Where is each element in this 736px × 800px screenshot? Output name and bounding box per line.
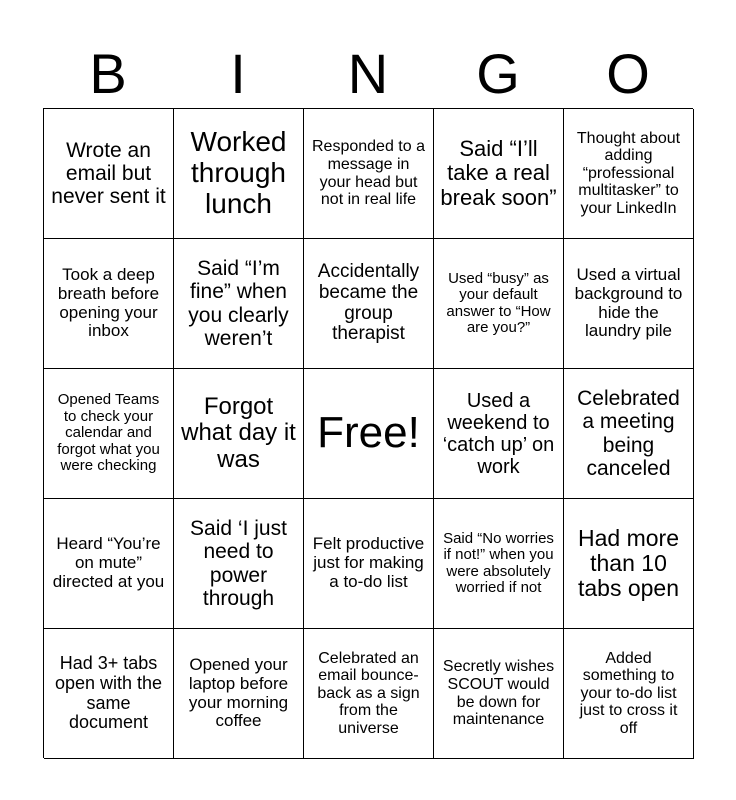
bingo-cell[interactable]: Used a weekend to ‘catch up’ on work	[434, 369, 564, 499]
bingo-cell[interactable]: Worked through lunch	[174, 109, 304, 239]
bingo-cell[interactable]: Opened Teams to check your calendar and forgot what you were checking	[44, 369, 174, 499]
bingo-cell[interactable]: Opened your laptop before your morning coffee	[174, 629, 304, 759]
bingo-free-cell[interactable]: Free!	[304, 369, 434, 499]
bingo-board	[43, 108, 693, 758]
bingo-cell[interactable]: Celebrated an email bounce-back as a sign from the universe	[304, 629, 434, 759]
bingo-cell[interactable]: Said “No worries if not!” when you were absolutely worried if not	[434, 499, 564, 629]
bingo-header	[43, 40, 693, 108]
bingo-cell[interactable]: Used “busy” as your default answer to “How are you?”	[434, 239, 564, 369]
bingo-cell[interactable]: Used a virtual background to hide the laundry pile	[564, 239, 694, 369]
header-letter-g: G	[476, 42, 520, 105]
bingo-cell[interactable]: Heard “You’re on mute” directed at you	[44, 499, 174, 629]
bingo-cell[interactable]: Had 3+ tabs open with the same document	[44, 629, 174, 759]
bingo-cell[interactable]: Had more than 10 tabs open	[564, 499, 694, 629]
bingo-cell[interactable]: Secretly wishes SCOUT would be down for maintenance	[434, 629, 564, 759]
header-letter-o: O	[606, 42, 650, 105]
header-letter-b: B	[89, 42, 127, 105]
bingo-cell[interactable]: Responded to a message in your head but not in real life	[304, 109, 434, 239]
bingo-cell[interactable]: Said ‘I just need to power through	[174, 499, 304, 629]
bingo-cell[interactable]: Celebrated a meeting being canceled	[564, 369, 694, 499]
bingo-cell[interactable]: Took a deep breath before opening your inbox	[44, 239, 174, 369]
bingo-cell[interactable]: Felt productive just for making a to-do list	[304, 499, 434, 629]
header-letter-n: N	[347, 42, 389, 105]
bingo-cell[interactable]: Thought about adding “professional multitasker” to your LinkedIn	[564, 109, 694, 239]
bingo-cell[interactable]: Added something to your to-do list just to cross it off	[564, 629, 694, 759]
bingo-cell[interactable]: Accidentally became the group therapist	[304, 239, 434, 369]
bingo-cell[interactable]: Said “I’m fine” when you clearly weren’t	[174, 239, 304, 369]
header-letter-i: I	[230, 42, 246, 105]
bingo-cell[interactable]: Said “I’ll take a real break soon”	[434, 109, 564, 239]
bingo-cell[interactable]: Wrote an email but never sent it	[44, 109, 174, 239]
bingo-cell[interactable]: Forgot what day it was	[174, 369, 304, 499]
